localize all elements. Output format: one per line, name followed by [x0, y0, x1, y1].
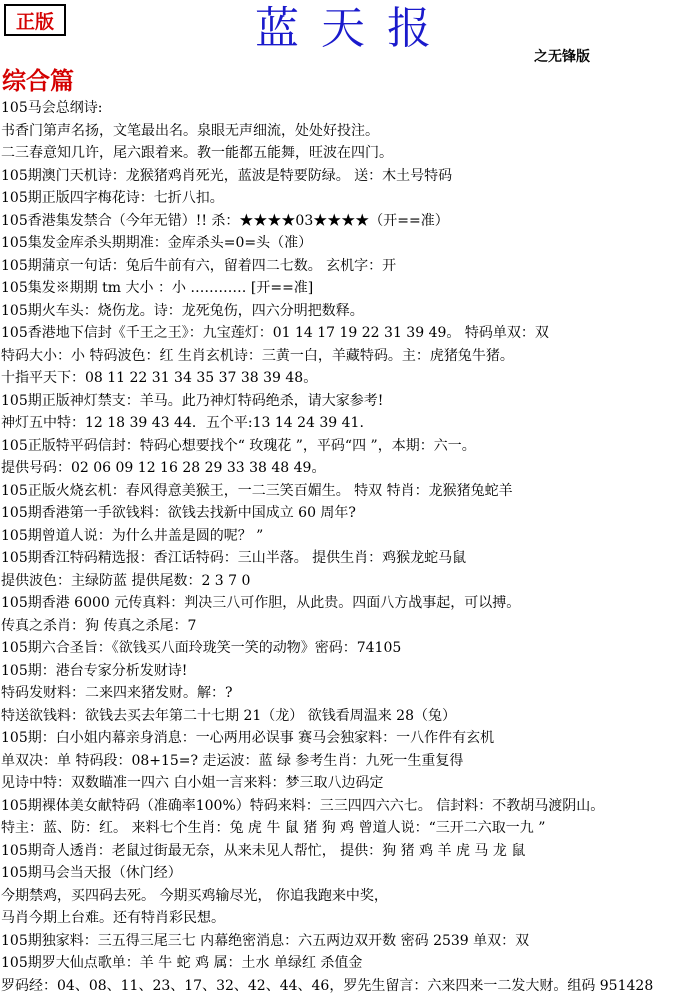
content-line: 105期澳门天机诗：龙猴猪鸡肖死光，蓝波是特要防绿。 送：木土号特码: [0, 165, 690, 188]
content-line: 105期曾道人说：为什么井盖是圆的呢？ ”: [0, 525, 690, 548]
content-line: 105期火车头：烧伤龙。诗：龙死兔伤，四六分明把数释。: [0, 300, 690, 323]
content-line: 105马会总纲诗:: [0, 97, 690, 120]
content-line: 105期：白小姐内幕亲身消息：一心两用必误事 赛马会独家料：一八作件有玄机: [0, 727, 690, 750]
content-line: 105正版特平码信封：特码心想要找个“ 玫瑰花 ”，平码“四 ”，本期：六一。: [0, 435, 690, 458]
content-line: 提供波色：主绿防蓝 提供尾数：2 3 7 0: [0, 570, 690, 593]
content-line: 传真之杀肖：狗 传真之杀尾：7: [0, 615, 690, 638]
content-line: 神灯五中特：12 18 39 43 44．五个平:13 14 24 39 41.: [0, 412, 690, 435]
content-line: 二三春意知几许，尾六跟着来。教一能都五能舞，旺波在四门。: [0, 142, 690, 165]
content-line: 105期正版四字梅花诗：七折八扣。: [0, 187, 690, 210]
content-line: 今期禁鸡，买四码去死。 今期买鸡输尽光， 你追我跑来中奖，: [0, 885, 690, 908]
content-line: 105期香江特码精选报：香江话特码：三山半落。 提供生肖：鸡猴龙蛇马鼠: [0, 547, 690, 570]
content-line: 105期马会当天报（休门经）: [0, 862, 690, 885]
content-line: 特主：蓝、防：红。 来料七个生肖：兔 虎 牛 鼠 猪 狗 鸡 曾道人说：“三开二六取一九 ”: [0, 817, 690, 840]
content-line: 105集发金库杀头期期准：金库杀头=0=头（准）: [0, 232, 690, 255]
content-line: 105期正版神灯禁支：羊马。此乃神灯特码绝杀，请大家参考!: [0, 390, 690, 413]
content-line: 特码大小：小 特码波色：红 生肖玄机诗：三黄一白，羊藏特码。主：虎猪兔牛猪。: [0, 345, 690, 368]
content-line: 105正版火烧玄机：春风得意美猴王，一二三笑百媚生。 特双 特肖：龙猴猪兔蛇羊: [0, 480, 690, 503]
content-line: 105期裸体美女献特码（准确率100%）特码来料：三三四四六六七。 信封料：不教胡马渡阴山。: [0, 795, 690, 818]
content-line: 提供号码：02 06 09 12 16 28 29 33 38 48 49。: [0, 457, 690, 480]
content-line: 105期奇人透肖：老鼠过街最无奈，从来未见人帮忙， 提供：狗 猪 鸡 羊 虎 马 龙 鼠: [0, 840, 690, 863]
content-line: 罗码经：04、08、11、23、17、32、42、44、46，罗先生留言：六来四来一二发大财。组码 951428: [0, 975, 690, 997]
content-line: 105集发※期期 tm 大小 ：小 ………… [开==准]: [0, 277, 690, 300]
content-line: 105期六合圣旨：《欲钱买八面玲珑笑一笑的动物》密码：74105: [0, 637, 690, 660]
content-line: 特码发财料：二来四来猪发财。解：?: [0, 682, 690, 705]
content-line: 105期：港台专家分析发财诗!: [0, 660, 690, 683]
content-line: 十指平天下：08 11 22 31 34 35 37 38 39 48。: [0, 367, 690, 390]
edition-badge: 正版: [4, 4, 66, 36]
edition-label: 之无锋版: [534, 46, 590, 66]
masthead-title: 蓝天报: [0, 0, 690, 58]
section-title: 综合篇: [2, 61, 74, 96]
content-line: 105期香港 6000 元传真料：判决三八可作胆，从此贵。四面八方战事起，可以搏。: [0, 592, 690, 615]
content-lines: [0, 97, 690, 997]
content-line: 单双决：单 特码段：08+15=? 走运波：蓝 绿 参考生肖：九死一生重复得: [0, 750, 690, 773]
content-line: 105香港集发禁合（今年无错）!! 杀：★★★★03★★★★（开==准）: [0, 210, 690, 233]
content-line: 105期蒲京一句话：兔后牛前有六，留着四二七数。 玄机字：开: [0, 255, 690, 278]
content-line: 105香港地下信封《千王之王》：九宝莲灯：01 14 17 19 22 31 39 49。 特码单双：双: [0, 322, 690, 345]
content-line: 105期香港第一手欲钱料：欲钱去找新中国成立 60 周年?: [0, 502, 690, 525]
content-line: 105期独家料：三五得三尾三七 内幕绝密消息：六五两边双开数 密码 2539 单双：双: [0, 930, 690, 953]
content-line: 105期罗大仙点歌单：羊 牛 蛇 鸡 属：土水 单绿红 杀值金: [0, 952, 690, 975]
content-line: 书香门第声名扬，文笔最出名。泉眼无声细流，处处好投注。: [0, 120, 690, 143]
content-line: 特送欲钱料：欲钱去买去年第二十七期 21（龙） 欲钱看周温来 28（兔）: [0, 705, 690, 728]
content-line: 见诗中特：双数瞄准一四六 白小姐一言来料：梦三取八边码定: [0, 772, 690, 795]
content-line: 马肖今期上台难。还有特肖彩民想。: [0, 907, 690, 930]
